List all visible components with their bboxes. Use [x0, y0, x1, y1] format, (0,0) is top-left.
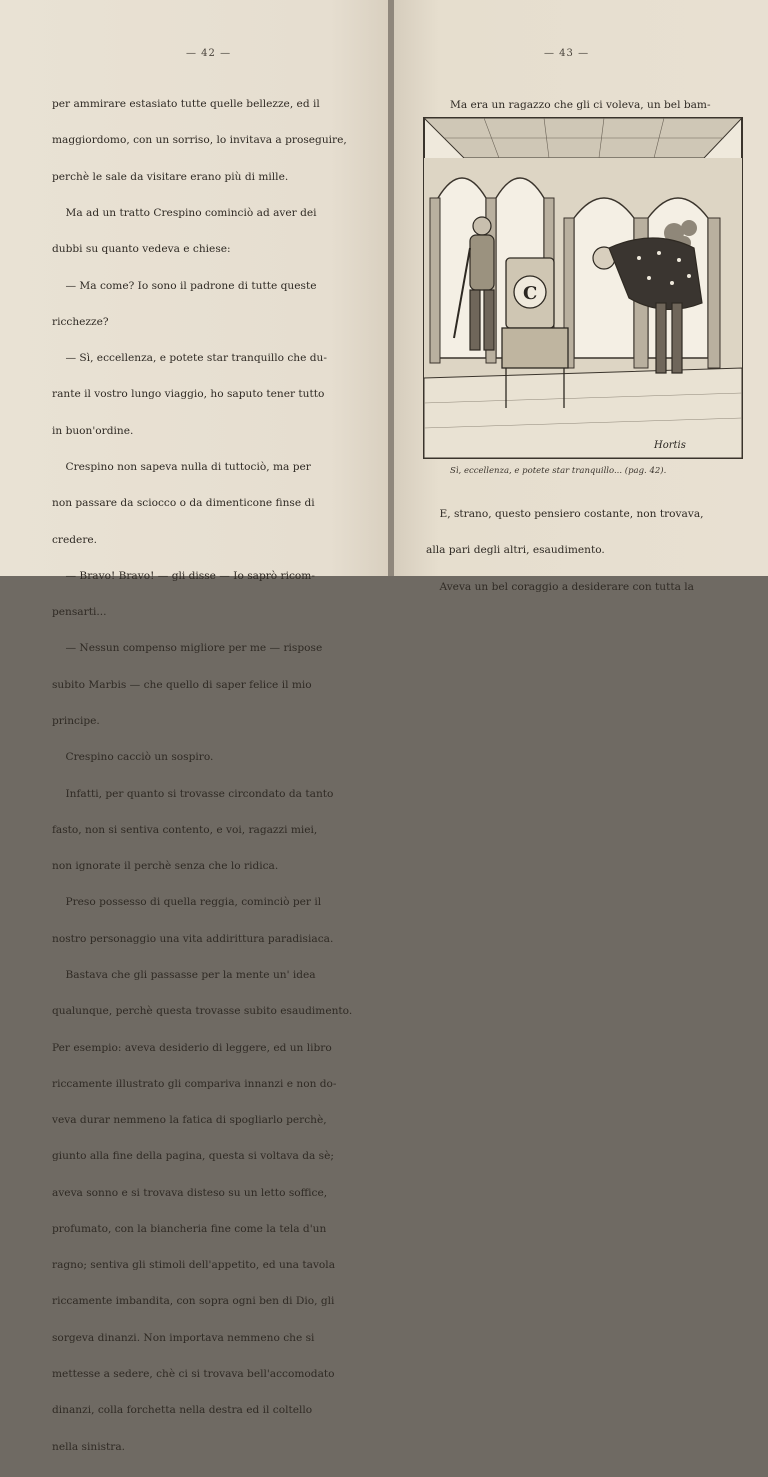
right-page — [394, 0, 768, 593]
right-page-bottom-text — [426, 484, 704, 617]
text-line: — Ma come? Io sono il padrone di tutte queste — [52, 279, 317, 292]
text-line: Per esempio: aveva desiderio di leggere, ed un libro — [52, 1041, 332, 1054]
text-line: perchè le sale da visitare erano più di mille. — [52, 170, 289, 183]
illustration-caption: Sì, eccellenza, e potete star tranquillo... (pag. 42). — [450, 466, 667, 476]
text-line: — Nessun compenso migliore per me — rispose — [52, 642, 323, 655]
text-line: fasto, non si sentiva contento, e voi, ragazzi miei, — [52, 823, 318, 836]
text-line: Preso possesso di quella reggia, cominciò per il — [52, 896, 322, 909]
text-line: Ma era un ragazzo che gli ci voleva, un bel bam- — [450, 99, 711, 112]
text-line: profumato, con la biancheria fine come la tela d'un — [52, 1222, 327, 1235]
text-line: Ma ad un tratto Crespino cominciò ad aver dei — [52, 207, 317, 220]
text-line: riccamente illustrato gli compariva innanzi e non do- — [52, 1077, 337, 1090]
text-line: veva durar nemmeno la fatica di spogliarlo perchè, — [52, 1114, 327, 1127]
text-line: ragno; sentiva gli stimoli dell'appetito, ed una tavola — [52, 1259, 336, 1272]
artist-signature: Hortis — [654, 440, 686, 451]
text-line: sorgeva dinanzi. Non importava nemmeno che si — [52, 1331, 315, 1344]
text-line: aveva sonno e si trovava disteso su un letto soffice, — [52, 1186, 328, 1199]
left-page-text — [52, 74, 352, 1477]
text-line: ricchezze? — [52, 315, 109, 328]
text-line: non passare da sciocco o da dimenticone finse di — [52, 497, 315, 510]
text-line: in buon'ordine. — [52, 424, 134, 437]
text-line: credere. — [52, 533, 98, 546]
text-line: Crespino cacciò un sospiro. — [52, 751, 214, 764]
text-line: maggiordomo, con un sorriso, lo invitava a proseguire, — [52, 134, 347, 147]
text-line: qualunque, perchè questa trovasse subito esaudimento. — [52, 1005, 353, 1018]
text-line: principe. — [52, 714, 100, 727]
left-page — [0, 0, 388, 1453]
text-line: E, strano, questo pensiero costante, non trovava, — [426, 508, 704, 521]
text-line: giunto alla fine della pagina, questa si voltava da sè; — [52, 1150, 334, 1163]
text-line: nostro personaggio una vita addirittura paradisiaca. — [52, 932, 334, 945]
text-line: dubbi su quanto vedeva e chiese: — [52, 243, 231, 256]
chair-letter-c: C — [523, 283, 538, 304]
text-line: riccamente imbandita, con sopra ogni ben di Dio, gli — [52, 1295, 335, 1308]
text-line: per ammirare estasiato tutte quelle bellezze, ed il — [52, 98, 320, 111]
text-line: alla pari degli altri, esaudimento. — [426, 544, 605, 557]
text-line: non ignorate il perchè senza che lo ridica. — [52, 860, 279, 873]
text-line: pensarti... — [52, 606, 107, 619]
right-page-number: — 43 — — [544, 48, 590, 59]
text-line: — Bravo! Bravo! — gli disse — Io saprò ricom- — [52, 569, 315, 582]
text-line: mettesse a sedere, chè ci si trovava bell'accomodato — [52, 1368, 335, 1381]
text-line: nella sinistra. — [52, 1440, 126, 1453]
text-line: Crespino non sapeva nulla di tuttociò, ma per — [52, 461, 311, 473]
text-line: Bastava che gli passasse per la mente un' idea — [52, 968, 316, 981]
text-line: rante il vostro lungo viaggio, ho saputo tener tutto — [52, 388, 325, 401]
text-line: — Sì, eccellenza, e potete star tranquillo che du- — [52, 352, 327, 365]
illustration-palace-scene — [424, 118, 742, 458]
left-page-number: — 42 — — [186, 48, 232, 59]
text-line: Aveva un bel coraggio a desiderare con tutta la — [426, 580, 694, 593]
text-line: subito Marbis — che quello di saper felice il mio — [52, 678, 312, 691]
text-line: Infatti, per quanto si trovasse circondato da tanto — [52, 787, 334, 800]
text-line: dinanzi, colla forchetta nella destra ed il coltello — [52, 1404, 313, 1417]
